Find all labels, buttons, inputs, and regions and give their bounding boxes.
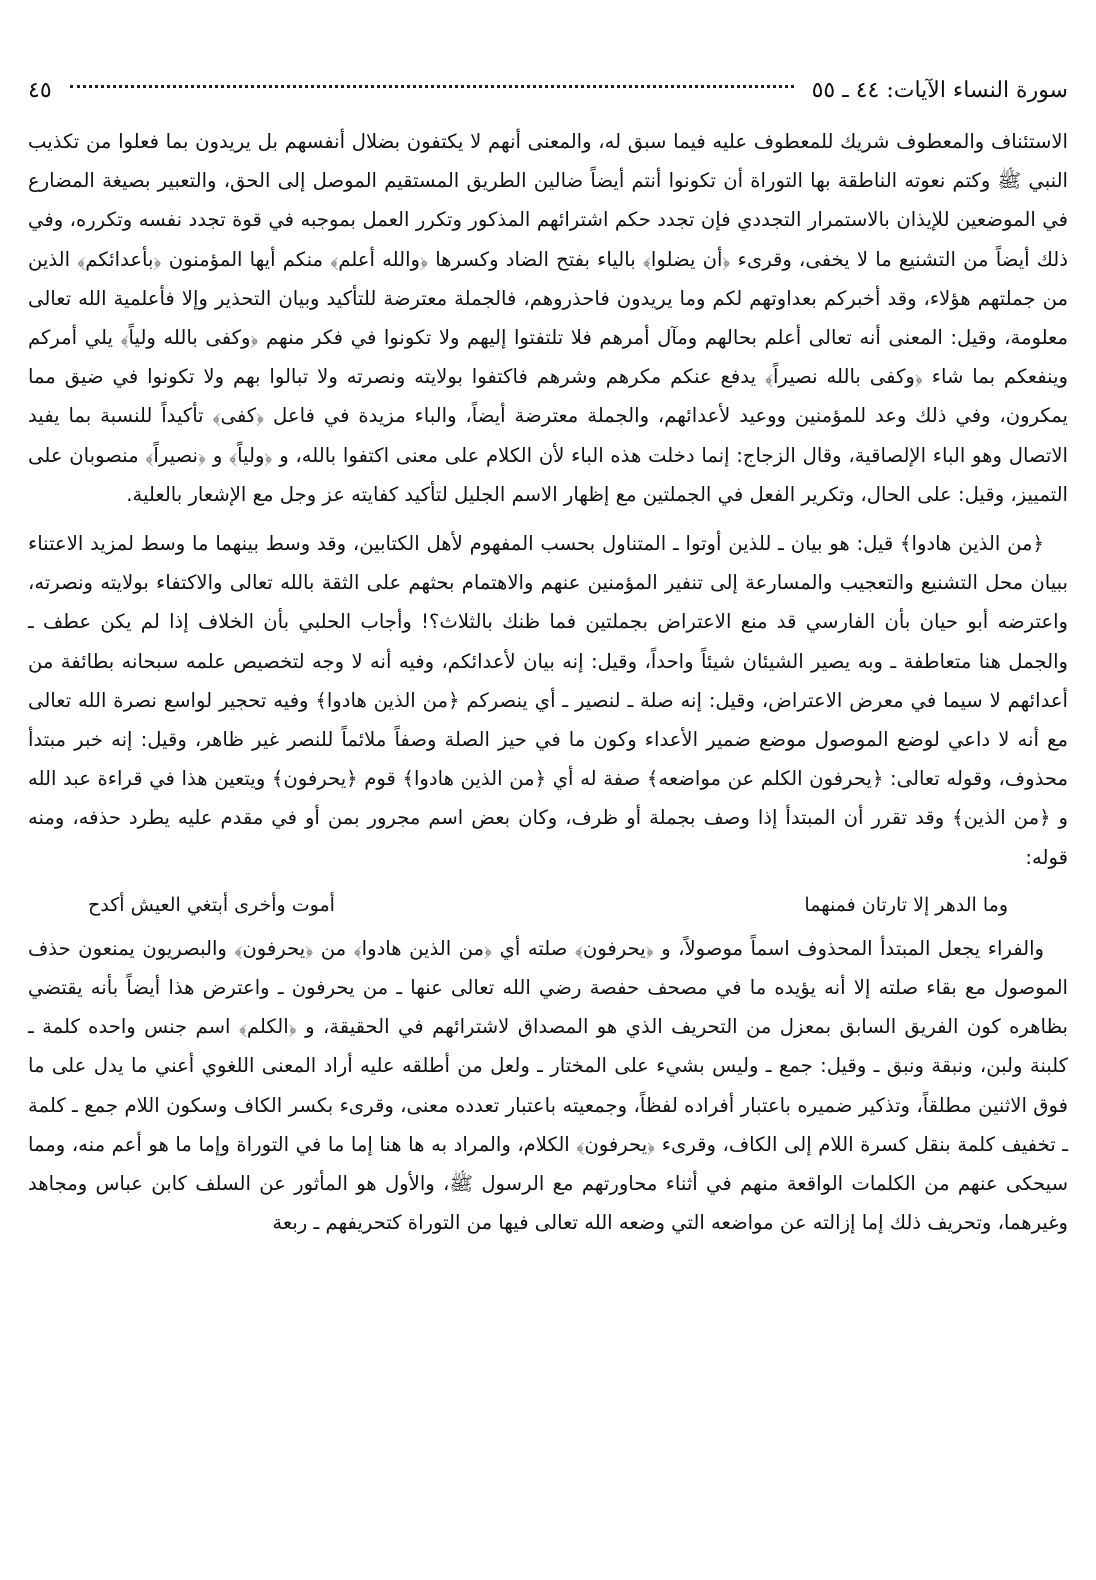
paragraph: ﴿من الذين هادوا﴾ قيل: هو بيان ـ للذين أوتوا ـ المتناول بحسب المفهوم لأهل الكتابين، وقد وسط بينهما ما وسط لمزيد الاعتناء ببيان محل التشنيع والتعجيب والمسارعة إلى تنفير المؤمنين عنهم والاهتمام بحثهم على الثقة بالله تعالى والاكتفاء بولايته ونصرته، واعترضه أبو حيان بأن الفارسي قد منع الاعتراض بجملتين فما ظنك بالثلاث؟! وأجاب الحلبي بأن الخلاف إذا لم يكن عطف ـ والجمل هنا متعاطفة ـ وبه يصير الشيئان شيئاً واحداً، وقيل: إنه بيان لأعدائكم، وفيه أنه لا وجه لتخصيص علمه سبحانه بطائفة من أعدائهم لا سيما في معرض الاعتراض، وقيل: إنه صلة ـ لنصير ـ أي ينصركم ﴿من الذين هادوا﴾ وفيه تحجير لواسع نصرة الله تعالى مع أنه لا داعي لوضع الموصول موضع ضمير الأعداء وكون ما في حيز الصلة وصفاً ملائماً للنصر غير ظاهر، وقيل: إنه خبر مبتدأ محذوف، وقوله تعالى: ﴿يحرفون الكلم عن مواضعه﴾ صفة له أي ﴿من الذين هادوا﴾ قوم ﴿يحرفون﴾ ويتعين هذا في قراءة عبد الله و ﴿من الذين﴾ وقد تقرر أن المبتدأ إذا وصف بجملة أو ظرف، وكان بعض اسم مجرور بمن أو في مقدم عليه يطرد حذفه، ومنه قوله: [28,532,1068,869]
surah-title: سورة النساء الآيات: ٤٤ ـ ٥٥ [811,77,1068,103]
dotted-leader [70,85,794,88]
running-header [28,70,1068,110]
verse-first-hemistich: وما الدهر إلا تارتان فمنهما [804,893,1008,916]
verse-second-hemistich: أموت وأخرى أبتغي العيش أكدح [88,893,335,916]
paragraph: الاستئناف والمعطوف شريك للمعطوف عليه فيما سبق له، والمعنى أنهم لا يكتفون بضلال أنفسهم بل يريدون بما فعلوا من تكذيب النبي ﷺ وكتم نعوته الناطقة بها التوراة أن تكونوا أنتم أيضاً ضالين الطريق المستقيم الموصل إلى الحق، والتعبير بصيغة المضارع في الموضعين للإيذان بالاستمرار التجددي فإن تجدد حكم اشترائهم المذكور وتكرر العمل بموجبه في قوة تجدد نفسه وتكرره، وفي ذلك أيضاً من التشنيع ما لا يخفى، وقرىء ﴿أن يضلوا﴾ بالياء بفتح الضاد وكسرها ﴿والله أعلم﴾ منكم أيها المؤمنون ﴿بأعدائكم﴾ الذين من جملتهم هؤلاء، وقد أخبركم بعداوتهم لكم وما يريدون فاحذروهم، فالجملة معترضة للتأكيد وبيان التحذير وإلا فأعلمية الله تعالى معلومة، وقيل: المعنى أنه تعالى أعلم بحالهم ومآل أمرهم فلا تلتفتوا إليهم ولا تكونوا في فكر منهم ﴿وكفى بالله ولياً﴾ يلي أمركم وينفعكم بما شاء ﴿وكفى بالله نصيراً﴾ يدفع عنكم مكرهم وشرهم فاكتفوا بولايته ونصرته ولا تبالوا بهم ولا تكونوا في ضيق مما يمكرون، وفي ذلك وعد للمؤمنين ووعيد لأعدائهم، والجملة معترضة أيضاً، والباء مزيدة في فاعل ﴿كفى﴾ تأكيداً للنسبة بما يفيد الاتصال وهو الباء الإلصاقية، وقال الزجاج: إنما دخلت هذه الباء لأن الكلام على معنى اكتفوا بالله، و ﴿ولياً﴾ و ﴿نصيراً﴾ منصوبان على التمييز، وقيل: على الحال، وتكرير الفعل في الجملتين مع إظهار الاسم الجليل لتأكيد كفايته عز وجل مع الإشعار بالعلية. [28,130,1068,506]
page-number: ٤٥ [28,77,52,103]
commentary-body [28,122,1068,1242]
poetry-verse [88,885,1008,925]
book-page [28,70,1068,1560]
paragraph: والفراء يجعل المبتدأ المحذوف اسماً موصولاً، و ﴿يحرفون﴾ صلته أي ﴿من الذين هادوا﴾ من ﴿يحرفون﴾ والبصريون يمنعون حذف الموصول مع بقاء صلته إلا أنه يؤيده ما في مصحف حفصة رضي الله تعالى عنها ـ من يحرفون ـ واعترض هذا أيضاً بأنه يقتضي بظاهره كون الفريق السابق بمعزل من التحريف الذي هو المصداق لاشترائهم في الحقيقة، و ﴿الكلم﴾ اسم جنس واحده كلمة ـ كلبنة ولبن، ونبقة ونبق ـ وقيل: جمع ـ وليس بشيء على المختار ـ ولعل من أطلقه عليه أراد المعنى اللغوي أعني ما يدل على ما فوق الاثنين مطلقاً، وتذكير ضميره باعتبار أفراده لفظاً، وجمعيته باعتبار تعدده معنى، وقرىء بكسر الكاف وسكون اللام جمع ـ كلمة ـ تخفيف كلمة بنقل كسرة اللام إلى الكاف، وقرىء ﴿يحرفون﴾ الكلام، والمراد به ها هنا إما ما في التوراة وإما ما هو أعم منه، ومما سيحكى عنهم من الكلمات الواقعة منهم في أثناء محاورتهم مع الرسول ﷺ، والأول هو المأثور عن السلف كابن عباس ومجاهد وغيرهما، وتحريف ذلك إما إزالته عن مواضعه التي وضعه الله تعالى فيها من التوراة كتحريفهم ـ ربعة [28,936,1068,1235]
